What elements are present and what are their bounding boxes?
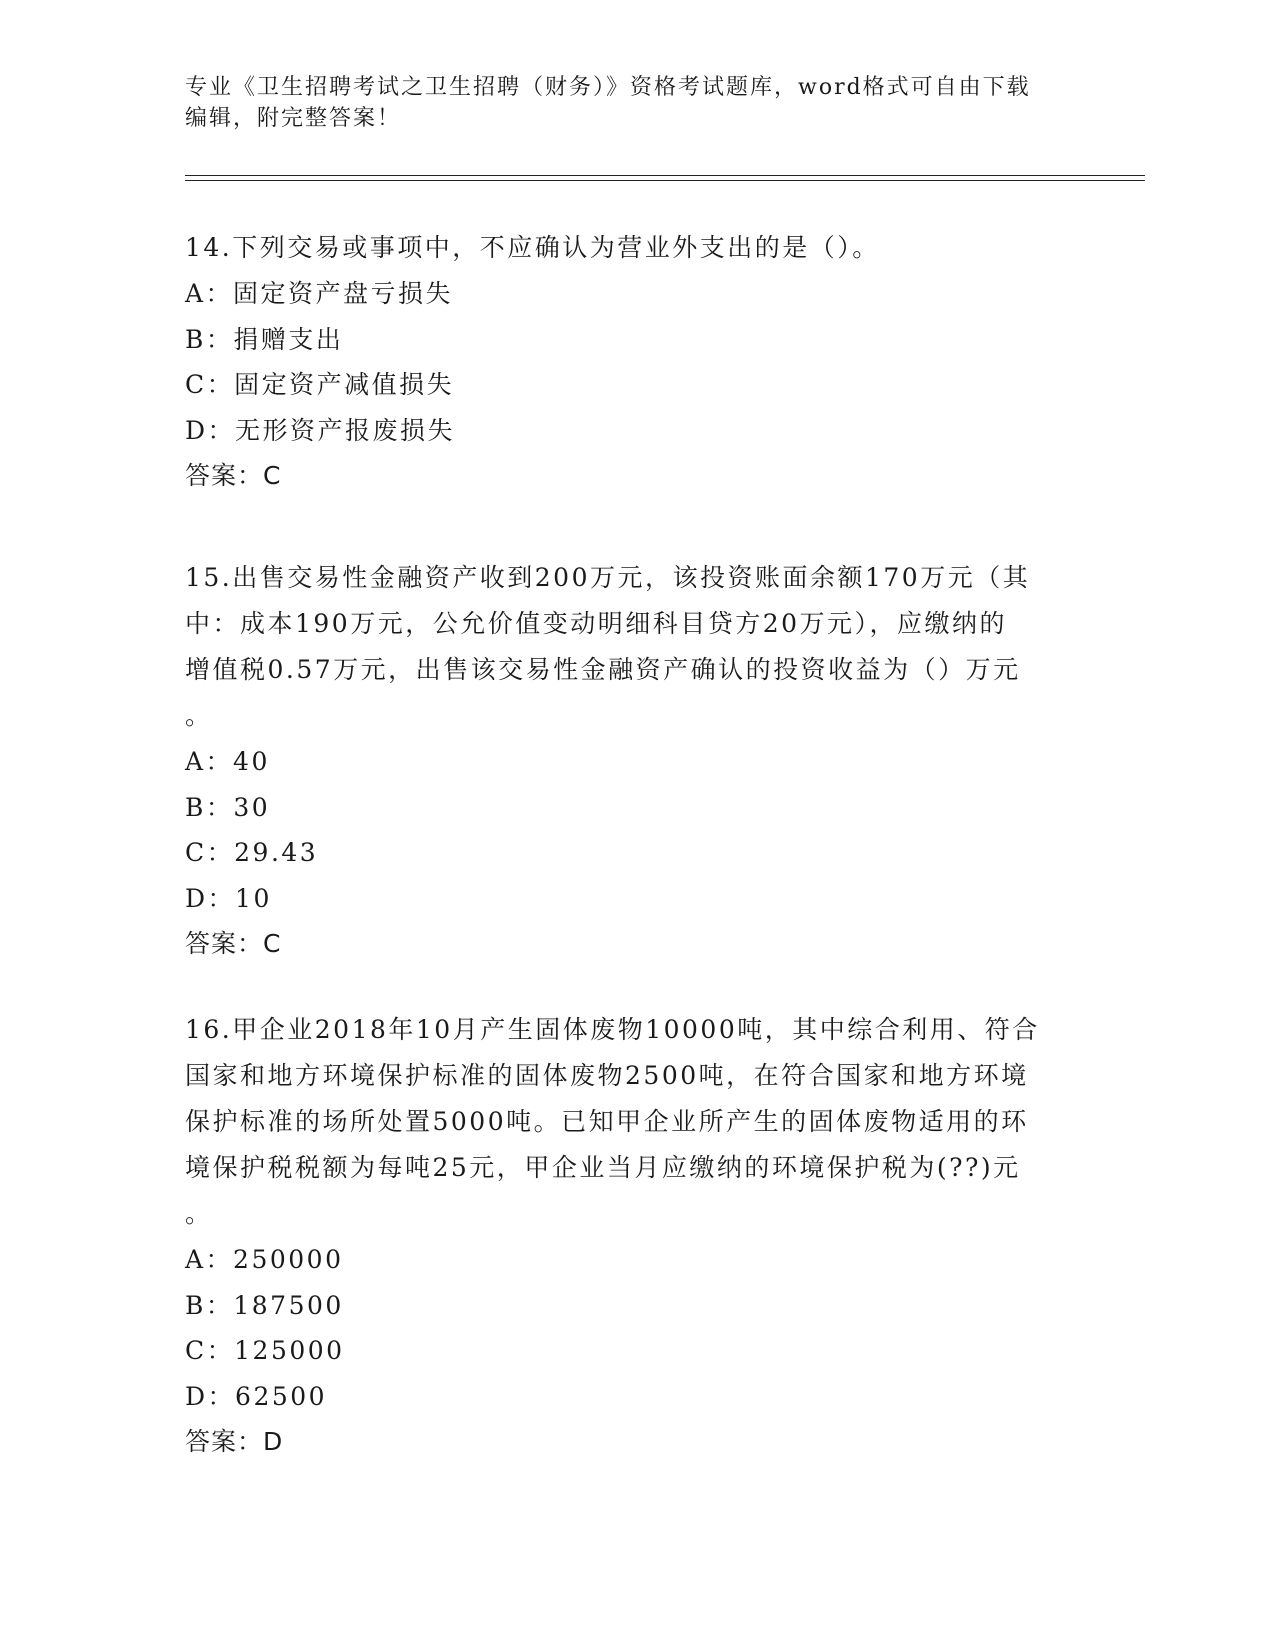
question-stem-line: 。 <box>185 1199 213 1228</box>
question-16 <box>185 1007 1065 1465</box>
option-a: A：40 <box>185 747 270 776</box>
question-stem-line: 15.出售交易性金融资产收到200万元，该投资账面余额170万元（其 <box>185 563 1031 592</box>
header-line-1: 专业《卫生招聘考试之卫生招聘（财务）》资格考试题库，word格式可自由下载 <box>185 75 1031 100</box>
option-d: D：无形资产报废损失 <box>185 415 456 445</box>
question-stem-line: 14.下列交易或事项中，不应确认为营业外支出的是（）。 <box>185 233 880 262</box>
option-c: C：29.43 <box>185 838 319 867</box>
answer-line: 答案：C <box>185 929 282 958</box>
header-line-2: 编辑，附完整答案！ <box>185 106 402 131</box>
question-stem-line: 中：成本190万元，公允价值变动明细科目贷方20万元），应缴纳的 <box>185 609 1008 638</box>
answer-line: 答案：D <box>185 1427 284 1456</box>
question-stem-line: 境保护税税额为每吨25元，甲企业当月应缴纳的环境保护税为(??)元 <box>185 1153 1021 1182</box>
option-b: B：捐赠支出 <box>185 324 344 354</box>
answer-line: 答案：C <box>185 461 282 490</box>
question-stem-line: 增值税0.57万元，出售该交易性金融资产确认的投资收益为（）万元 <box>185 655 1021 684</box>
option-d: D：10 <box>185 883 272 913</box>
option-d: D：62500 <box>185 1381 328 1411</box>
option-b: B：187500 <box>185 1290 344 1320</box>
header-divider-top <box>185 175 1145 176</box>
option-a: A：250000 <box>185 1245 344 1274</box>
option-c: C：固定资产减值损失 <box>185 370 455 399</box>
question-stem-line: 国家和地方环境保护标准的固体废物2500吨，在符合国家和地方环境 <box>185 1061 1029 1090</box>
question-14 <box>185 225 1065 499</box>
option-a: A：固定资产盘亏损失 <box>185 279 454 308</box>
question-stem-line: 保护标准的场所处置5000吨。已知甲企业所产生的固体废物适用的环 <box>185 1107 1029 1136</box>
header-divider-bottom <box>185 180 1145 181</box>
option-c: C：125000 <box>185 1336 345 1365</box>
question-15 <box>185 555 1065 967</box>
document-header <box>185 72 1075 134</box>
question-stem-line: 。 <box>185 701 213 730</box>
question-stem-line: 16.甲企业2018年10月产生固体废物10000吨，其中综合利用、符合 <box>185 1015 1040 1044</box>
option-b: B：30 <box>185 792 271 822</box>
